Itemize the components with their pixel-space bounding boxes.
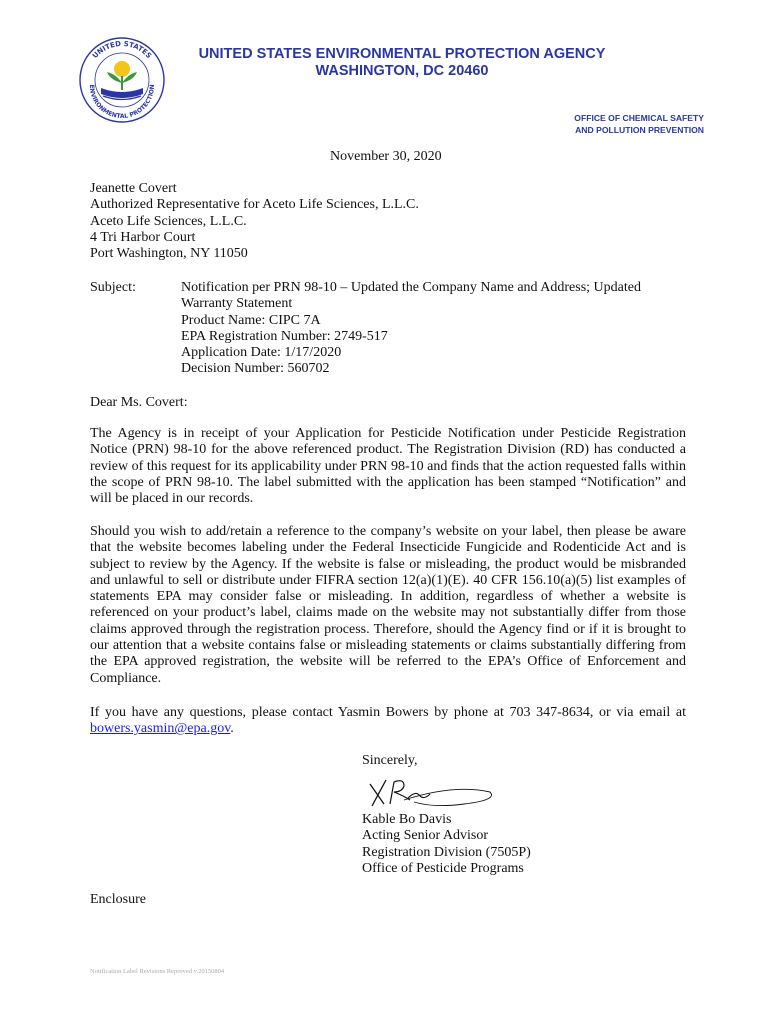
agency-header xyxy=(150,46,654,80)
subject-block xyxy=(181,280,651,378)
agency-name: UNITED STATES ENVIRONMENTAL PROTECTION AGENCY xyxy=(198,46,606,62)
enclosure-note: Enclosure xyxy=(90,892,146,907)
email-link[interactable]: bowers.yasmin@epa.gov xyxy=(90,721,231,737)
office-header xyxy=(574,113,704,136)
signature-block xyxy=(362,812,531,877)
subject-line-1: Notification per PRN 98-10 – Updated the Company Name and Address; Updated xyxy=(181,280,641,295)
agency-location: WASHINGTON, DC 20460 xyxy=(315,63,489,79)
footer-note: Notification Label Revisions Reproved v.20150804 xyxy=(90,968,225,975)
contact-text: If you have any questions, please contact Yasmin Bowers by phone at 703 347-8634, or via email at xyxy=(90,705,686,720)
recipient-title: Authorized Representative for Aceto Life Sciences, L.L.C. xyxy=(90,197,419,213)
closing-sincerely: Sincerely, xyxy=(362,753,418,768)
signer-office: Office of Pesticide Programs xyxy=(362,860,524,876)
registration-number: EPA Registration Number: 2749-517 xyxy=(181,328,388,344)
signer-name: Kable Bo Davis xyxy=(362,812,452,827)
recipient-name: Jeanette Covert xyxy=(90,181,177,196)
svg-text:ENVIRONMENTAL PROTECTION: ENVIRONMENTAL PROTECTION xyxy=(87,84,157,121)
recipient-address xyxy=(90,181,419,262)
signer-division: Registration Division (7505P) xyxy=(362,844,531,860)
application-date: Application Date: 1/17/2020 xyxy=(181,345,342,361)
recipient-company: Aceto Life Sciences, L.L.C. xyxy=(90,213,247,229)
body-paragraph-2: Should you wish to add/retain a reference to the company’s website on your label, then please be aware that the website becomes labeling under the Federal Insecticide Fungicide and Rodenticide Act and is subject to review by the Agency. If the website is false or misleading, the product would be misbranded and unlawful to sell or distribute under FIFRA section 12(a)(1)(E). 40 CFR 156.10(a)(5) list examples of statements EPA may consider false or misleading. In addition, regardless of whether a website is referenced on your product’s label, claims made on the website may not substantially differ from those claims approved through the registration process. Therefore, should the Agency find or if it is brought to our attention that a website contains false or misleading statements or claims substantially differing from the EPA approved registration, the website will be referred to the EPA’s Office of Enforcement and Compliance. xyxy=(90,524,686,686)
body-paragraph-3 xyxy=(90,705,686,738)
letter-date: November 30, 2020 xyxy=(330,149,442,164)
product-name: Product Name: CIPC 7A xyxy=(181,312,321,328)
office-line-2: AND POLLUTION PREVENTION xyxy=(575,124,704,135)
decision-number: Decision Number: 560702 xyxy=(181,361,330,377)
signer-title: Acting Senior Advisor xyxy=(362,828,488,844)
recipient-street: 4 Tri Harbor Court xyxy=(90,229,196,245)
contact-period: . xyxy=(230,721,234,737)
svg-text:UNITED STATES: UNITED STATES xyxy=(91,39,153,61)
body-paragraph-1: The Agency is in receipt of your Application for Pesticide Notification under Pesticide Registration Notice (PRN) 98-10 for the above referenced product. The Registration Division (RD) has conducted a review of this request for its applicability under PRN 98-10 and finds that the action requested falls within the scope of PRN 98-10. The label submitted with the application has been stamped “Notification” and will be placed in our records. xyxy=(90,426,686,507)
recipient-city: Port Washington, NY 11050 xyxy=(90,246,248,262)
subject-line-2: Warranty Statement xyxy=(181,296,293,312)
salutation: Dear Ms. Covert: xyxy=(90,395,188,410)
office-line-1: OFFICE OF CHEMICAL SAFETY xyxy=(574,113,704,123)
subject-label: Subject: xyxy=(90,280,136,295)
handwritten-signature xyxy=(364,770,496,812)
